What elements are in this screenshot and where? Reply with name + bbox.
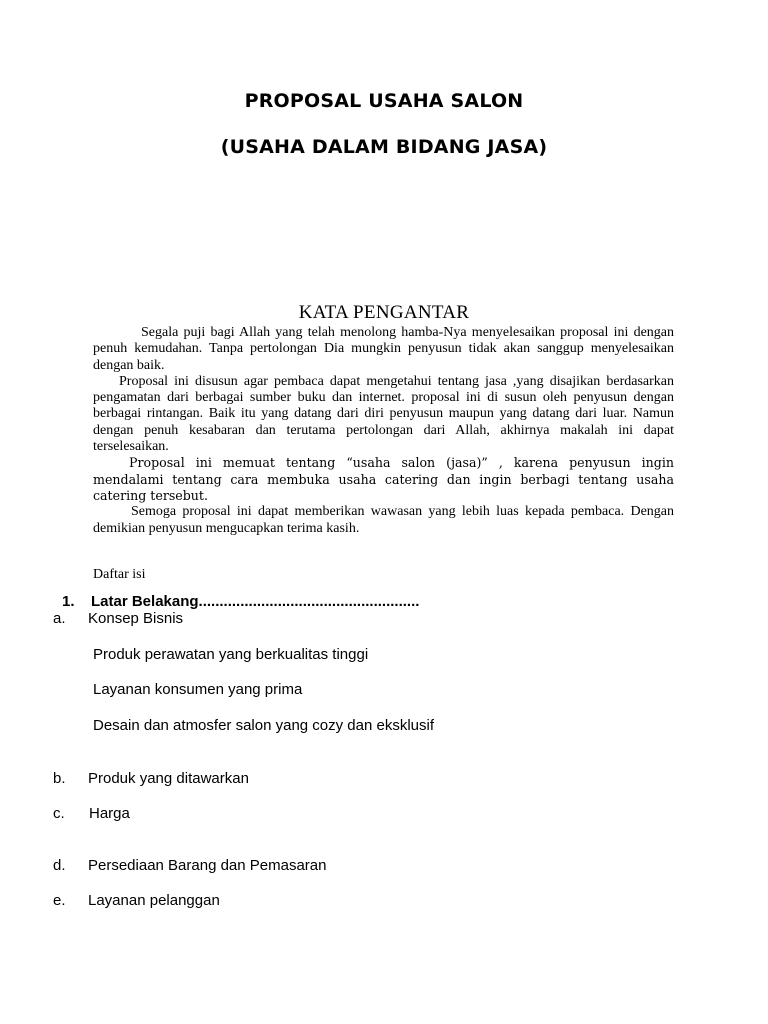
foreword-paragraph-1: Segala puji bagi Allah yang telah menolong hamba-Nya menyelesaikan proposal ini dengan penuh kemudahan. Tanpa pertolongan Dia mungkin penyusun tidak akan sanggup menyelesaikan dengan baik. [93, 325, 674, 373]
table-of-contents-label: Daftar isi [93, 567, 146, 582]
toc-subitem-marker: a. [53, 610, 66, 627]
toc-point-text: Produk perawatan yang berkualitas tinggi [93, 646, 369, 663]
toc-item-number: 1. [62, 593, 75, 610]
toc-subitem-text: Konsep Bisnis [88, 610, 184, 627]
foreword-paragraph-2: Proposal ini disusun agar pembaca dapat mengetahui tentang jasa ,yang disajikan berdasarkan pengamatan dari berbagai sumber buku dan internet. proposal ini di susun oleh penyusun dengan berbagai rintangan. Baik itu yang datang dari diri penyusun maupun yang datang dari luar. Namun dengan penuh kesabaran dan terutama pertolongan dari Allah, akhirnya makalah ini dapat terselesaikan. [93, 373, 674, 455]
toc-subitem-text: Persediaan Barang dan Pemasaran [88, 857, 327, 874]
foreword-body [93, 325, 674, 537]
foreword-paragraph-4: Semoga proposal ini dapat memberikan wawasan yang lebih luas kepada pembaca. Dengan demikian penyusun mengucapkan terima kasih. [93, 504, 674, 536]
toc-subitem-marker: b. [53, 770, 66, 787]
toc-subitem-marker: c. [53, 805, 65, 822]
toc-subitem-text: Harga [89, 805, 130, 822]
toc-item-text: Latar Belakang..................................................... [91, 593, 420, 610]
toc-subitem-marker: d. [53, 857, 66, 874]
toc-subitem-text: Produk yang ditawarkan [88, 770, 249, 787]
section-heading-kata-pengantar: KATA PENGANTAR [298, 302, 470, 323]
document-subtitle: (USAHA DALAM BIDANG JASA) [220, 136, 548, 158]
toc-point-text: Desain dan atmosfer salon yang cozy dan eksklusif [93, 717, 435, 734]
toc-subitem-marker: e. [53, 892, 66, 909]
document-title: PROPOSAL USAHA SALON [244, 90, 524, 112]
toc-point-text: Layanan konsumen yang prima [93, 681, 303, 698]
foreword-paragraph-3: Proposal ini memuat tentang “usaha salon (jasa)” , karena penyusun ingin mendalami tentang cara membuka usaha catering dan ingin berbagi tentang usaha catering tersebut. [93, 455, 674, 503]
toc-subitem-text: Layanan pelanggan [88, 892, 220, 909]
